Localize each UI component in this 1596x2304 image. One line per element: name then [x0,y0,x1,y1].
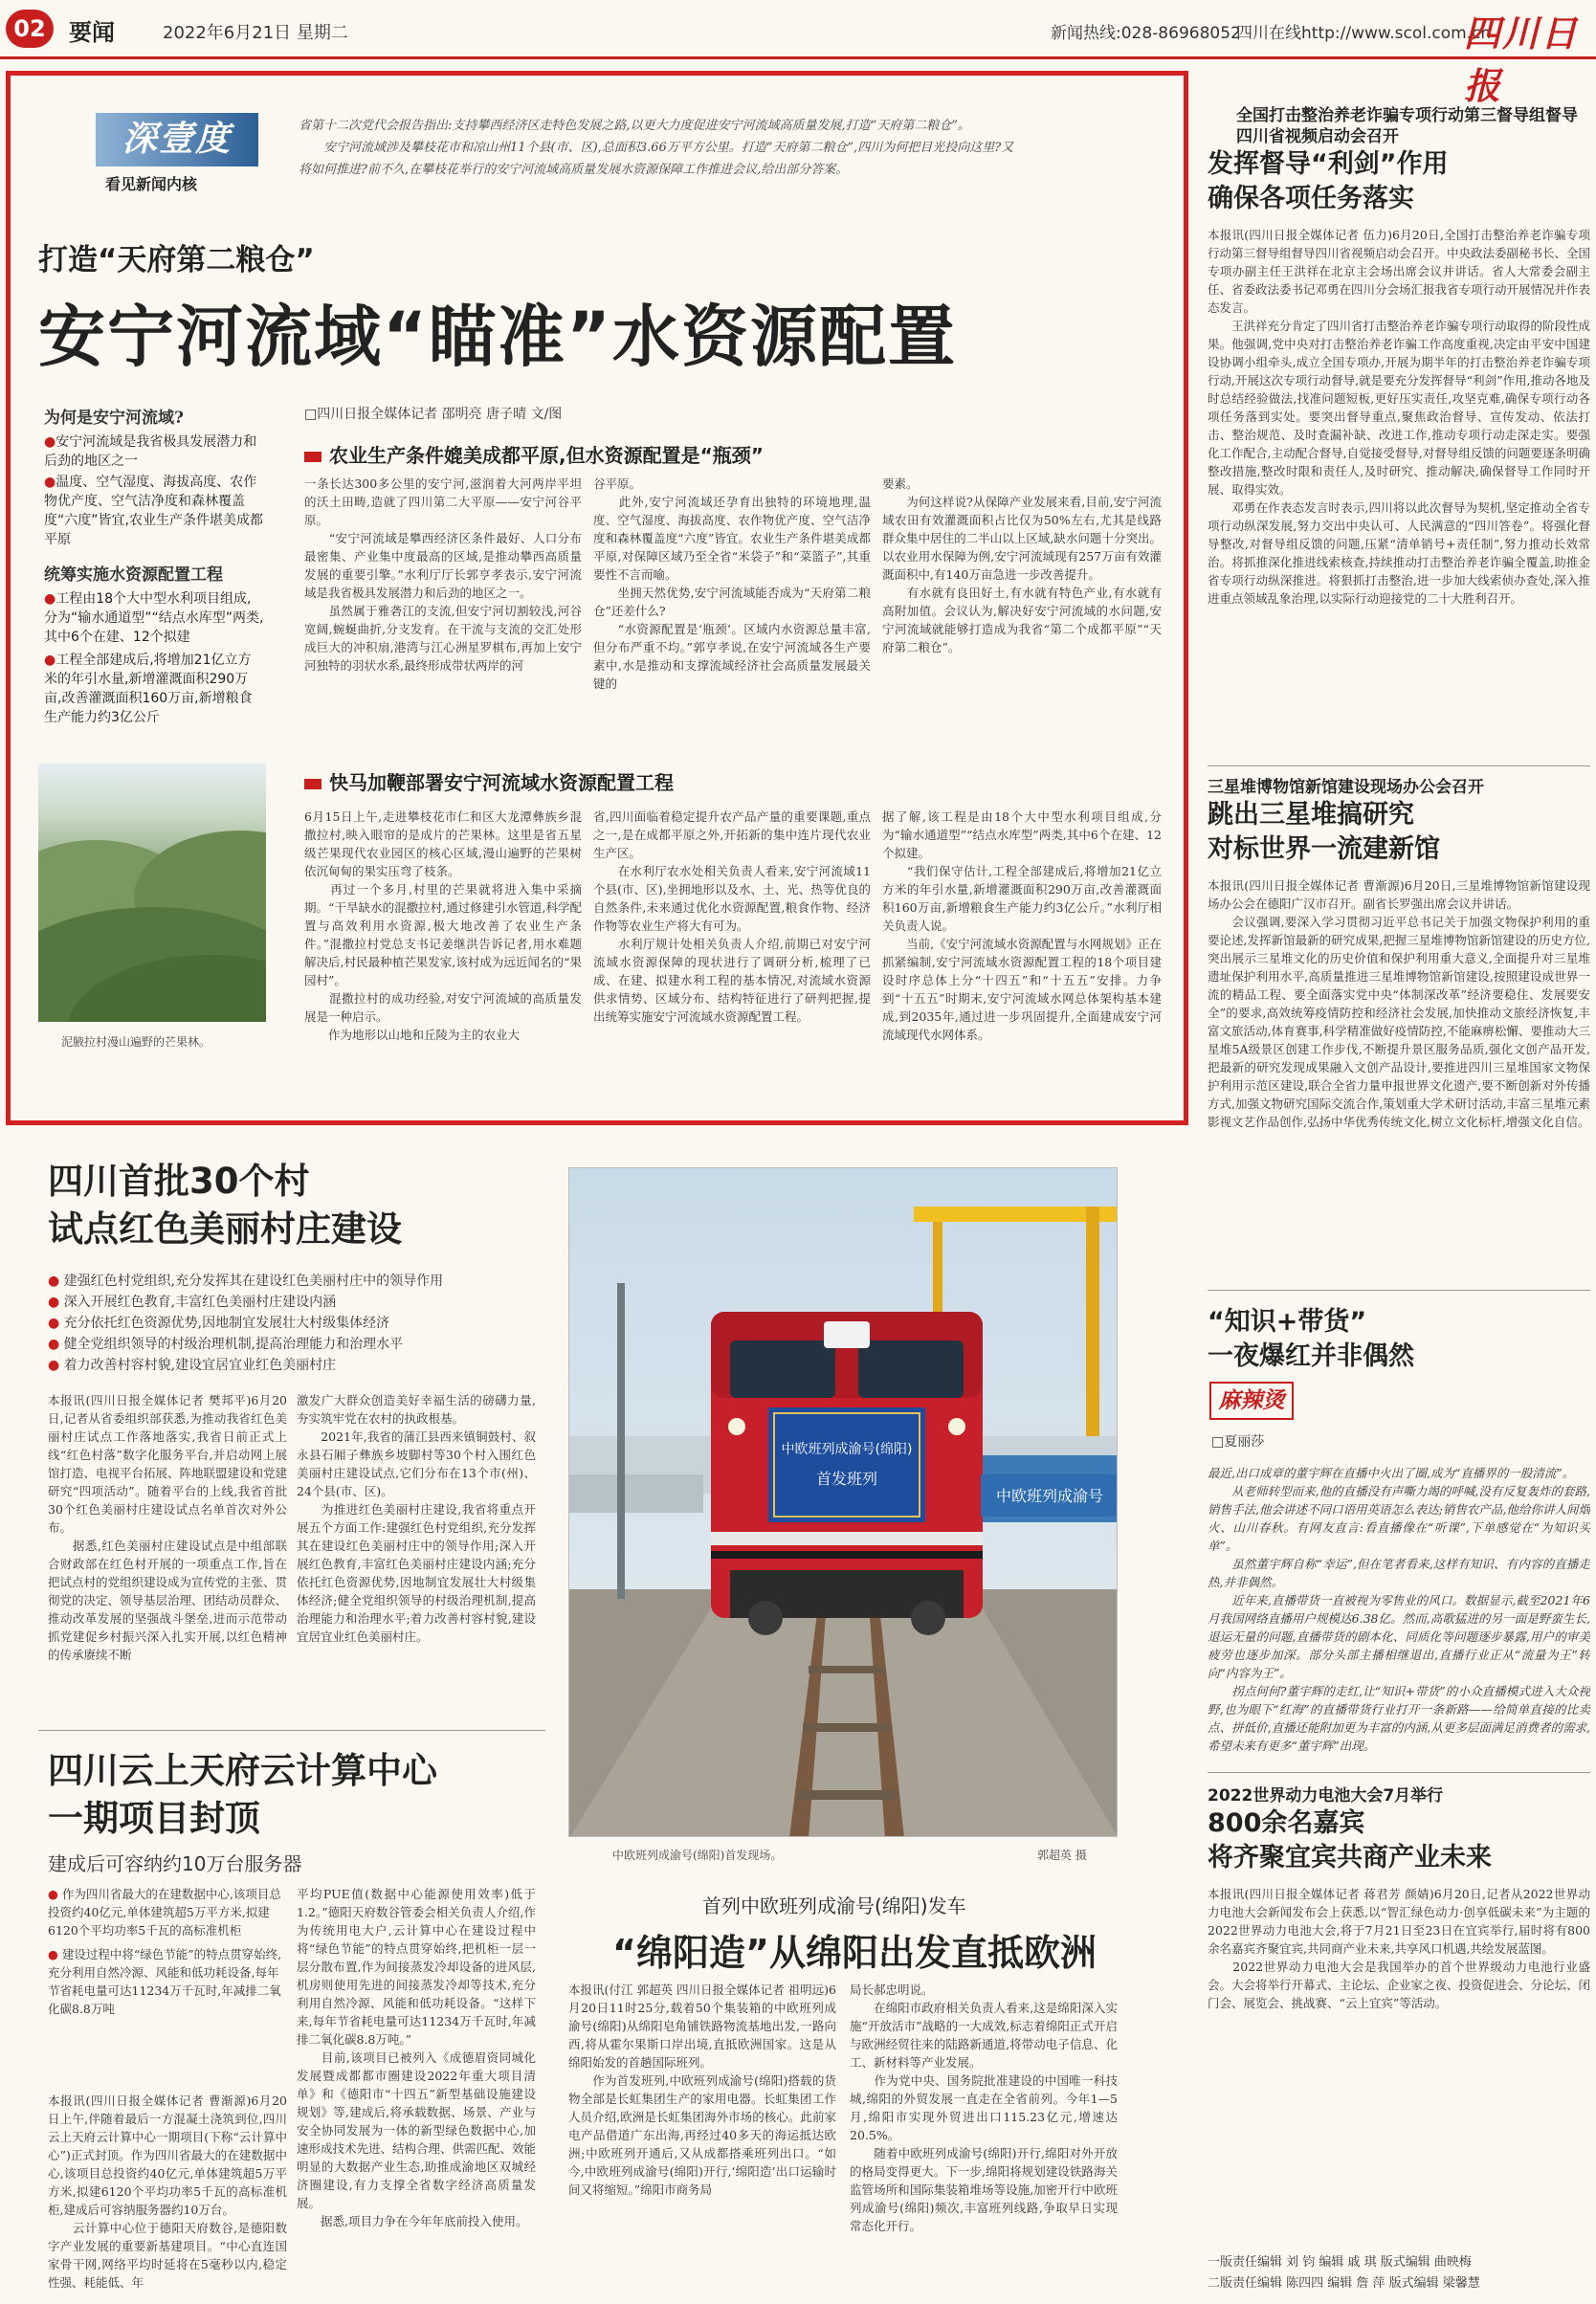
red-village-column-1: 本报讯(四川日报全媒体记者 樊邦平)6月20日,记者从省委组织部获悉,为推动我省红色美丽村庄试点工作落地落实,我省日前正式上线“红色村落”数字化服务平台,并启动网上展馆打造、电视平台拓展、阵地联盟建设和党建研究“四项活动”。随着平台的上线,我省首批30个红色美丽村庄建设试点名单首次对外公布。 据悉,红色美丽村庄建设试点是中组部联合财政部在红色村开展的一项重点工作,旨在把试点村的党组织建设成为宣传党的主张、贯彻党的决定、领导基层治理、团结动员群众、推动改革发展的坚强战斗堡垒,进而示范带动抓党建促乡村振兴深入扎实开展,以红色精神的传承赓续不断 [48,1393,287,1662]
red-village-bullets [48,1271,545,1376]
feature-kicker: 打造“天府第二粮仓” [38,243,315,277]
section-divider [38,1730,545,1731]
sidebar-reason: ●温度、空气湿度、海拔高度、农作物优产度、空气洁净度和森林覆盖度“六度”皆宜,农业生产条件堪美成都平原 [44,475,263,547]
section1-column-1: 一条长达300多公里的安宁河,滋润着大河两岸平坦的沃土田畴,造就了四川第二大平原——安宁河谷平原。 “安宁河流域是攀西经济区条件最好、人口分布最密集、产业集中度最高的区域,是推动攀西高质量发展的重要引擎。”水利厅厅长郭亨孝表示,安宁河流域是我省极具发展潜力和后劲的地区之一。 虽然属于雅砻江的支流,但安宁河切割较浅,河谷宽阔,蜿蜒曲折,分支发育。在干流与支流的交汇处形成巨大的冲积扇,港湾与江心洲星罗棋布,再加上安宁河独特的羽状水系,最终形成带状两岸的河 [304,476,582,673]
train-banner-line-2: 首发班列 [815,1470,878,1488]
article-cloud-headline: 四川云上天府云计算中心 一期项目封顶 [48,1750,437,1839]
article-commentary [1208,1305,1590,1374]
train-photo-credit: 郭超英 摄 [1037,1849,1087,1862]
article-red-village-headline: 四川首批30个村 试点红色美丽村庄建设 [48,1161,402,1250]
website-link[interactable]: 四川在线http://www.scol.com.cn [1236,24,1492,43]
commentary-column-tag: 麻辣烫 [1209,1382,1294,1420]
sidebar-reason: ●安宁河流域是我省极具发展潜力和后劲的地区之一 [44,434,257,469]
bullet-item: ● 深入开展红色教育,丰富红色美丽村庄建设内涵 [48,1295,337,1310]
train-illustration [569,1168,1118,1837]
newspaper-logo: 四川日报 [1464,11,1580,107]
mango-orchard-photo [38,764,266,1022]
sidebar-plan [44,589,264,731]
bullet-icon: ● [44,434,56,450]
bullet-icon: ● [44,591,56,607]
train-column-1: 本报讯(付江 郭超英 四川日报全媒体记者 祖明远)6月20日11时25分,载着50个集装箱的中欧班列成渝号(绵阳)从绵阳皂角铺铁路物流基地出发,一路向西,将从霍尔果斯口岸出境,直抵欧洲国家。这是从绵阳始发的首趟国际班列。 作为首发班列,中欧班列成渝号(绵阳)搭载的货物全部是长虹集团生产的家用电器。长虹集团工作人员介绍,欧洲是长虹集团海外市场的核心。此前家电产品借道广东出海,再经过40多天的海运抵达欧洲;中欧班列开通后,又从成都搭乘班列出口。“如今,中欧班列成渝号(绵阳)开行,‘绵阳造’出口运输时间又将缩短。”绵阳市商务局 [568,1983,836,2197]
section-name: 要闻 [69,19,115,46]
issue-date: 2022年6月21日 星期二 [163,23,348,43]
sidebar-plan-title: 统筹实施水资源配置工程 [44,565,223,585]
article-kicker: 2022世界动力电池大会7月举行 [1208,1786,1444,1806]
article-kicker: 全国打击整治养老诈骗专项行动第三督导组督导四川省视频启动会召开 [1236,106,1578,146]
bullet-icon: ● [48,1358,64,1373]
train-headline: “绵阳造”从绵阳出发直抵欧洲 [612,1932,1097,1974]
train-banner-line-1: 中欧班列成渝号(绵阳) [781,1442,913,1457]
column-divider [1208,1772,1590,1773]
bullet-item: ● 充分依托红色资源优势,因地制宜发展壮大村级集体经济 [48,1316,390,1331]
cloud-column-1: 本报讯(四川日报全媒体记者 曹渐源)6月20日上午,伴随着最后一方混凝土浇筑到位,四川云上天府云计算中心一期项目(下称“云计算中心”)正式封顶。作为四川省最大的在建数据中心,该项目总投资约40亿元,单体建筑超5万平方米,拟建6120个平均功率5千瓦的高标准机柜,建成后可容纳服务器约10万台。 云计算中心位于德阳天府数谷,是德阳数字产业发展的重要新基建项目。“中心直连国家骨干网,网络平均时延将在5毫秒以内,稳定性强、耗能低、年 [48,2094,287,2290]
bullet-item: ● 建强红色村党组织,充分发挥其在建设红色美丽村庄中的领导作用 [48,1274,444,1289]
column-divider [1208,765,1590,766]
news-hotline: 新闻热线:028-86968052 [1051,24,1241,43]
article-elder-fraud [1208,105,1590,757]
column-brand-sub: 看见新闻内核 [105,175,198,193]
commentary-body: 最近,出口成章的董宇辉在直播中火出了圈,成为“直播界的一股清流”。 从老师转型而来,他的直播没有声嘶力竭的呼喊,没有反复轰炸的套路,销售手法,他会讲述不同口语用英语怎么表达;销售农产品,他给你讲人间烟火、山川春秋。有网友直言:看直播像在“听课”,下单感觉在“为知识买单”。 虽然董宇辉自称“幸运”,但在笔者看来,这样有知识、有内容的直播走热,并非偶然。 近年来,直播带货一直被视为零售业的风口。数据显示,截至2021年6月我国网络直播用户规模达6.38亿。然而,高歌猛进的另一面是野蛮生长,退运无量的问题,直播带货的剧本化、同质化等问题逐步暴露,用户的审美疲劳也逐步加深。部分头部主播相继退出,直播行业正从“流量为王”转向“内容为王”。 拐点何何?董宇辉的走红,让“知识+带货”的小众直播模式进入大众视野,也为眼下“红海”的直播带货行业打开一条新路——给简单直接的比卖点、拼低价,直播还能附加更为丰富的内涵,从更多层面满足消费者的需求,希望未来有更多“董宇辉”出现。 [1208,1466,1590,1753]
bullet-icon: ● [48,1316,64,1331]
feature-intro-2: 安宁河流域涉及攀枝花市和凉山州11个县(市、区),总面积3.66万平方公里。打造“天府第二粮仓”,四川为何把目光投向这里?又将如何推进?前不久,在攀枝花举行的安宁河流域高质量发展水资源保障工作推进会议,给出部分答案。 [299,141,1014,177]
article-battery-conference [1208,1785,1590,2210]
page-number: 02 [6,10,54,48]
train-kicker: 首列中欧班列成渝号(绵阳)发车 [702,1894,966,1917]
subhead-marker-icon [304,452,321,462]
section1-column-2: 谷平原。 此外,安宁河流域还孕育出独特的环境地理,温度、空气湿度、海拔高度、农作物优产度、空气洁净度和森林覆盖度“六度”皆宜。农业生产条件堪美成都平原,对保障区域乃至全省“米袋子”和“菜篮子”,其重要性不言而喻。 坐拥天然优势,安宁河流域能否成为“天府第二粮仓”还差什么? “水资源配置是‘瓶颈’。区域内水资源总量丰富,但分布严重不均。”郭亨孝说,在安宁河流域各生产要素中,水是推动和支撑流域经济社会高质量发展最关键的 [593,476,871,691]
masthead [0,0,1596,107]
section2-column-3: 据了解,该工程是由18个大中型水利项目组成,分为“输水通道型”“结点水库型”两类,其中6个在建、12个拟建。 “我们保守估计,工程全部建成后,将增加21亿立方米的年引水量,新增灌溉面积290万亩,改善灌溉面积160万亩,新增粮食生产能力约3亿公斤。”水利厅相关负责人说。 当前,《安宁河流域水资源配置与水网规划》正在抓紧编制,安宁河流域水资源配置工程的18个项目建设时序总体上分“十四五”和“十五五”安排。力争到“十五五”时期末,安宁河流域水网总体架构基本建成,到2035年,通过进一步巩固提升,全面建成安宁河流域现代水网体系。 [882,809,1162,1042]
article-cloud-subtitle: 建成后可容纳约10万台服务器 [48,1852,302,1875]
sidebar-plan-item: ●工程全部建成后,将增加21亿立方米的年引水量,新增灌溉面积290万亩,改善灌溉面积160万亩,新增粮食生产能力约3亿公斤 [44,653,253,725]
article-kicker: 三星堆博物馆新馆建设现场办公会召开 [1208,778,1484,797]
feature-headline: 安宁河流域“瞄准”水资源配置 [38,298,958,376]
subhead-marker-icon [304,779,321,789]
bullet-icon: ● [48,1887,62,1901]
feature-subhead-1: 农业生产条件媲美成都平原,但水资源配置是“瓶颈” [304,440,764,468]
section2-column-1: 6月15日上午,走进攀枝花市仁和区大龙潭彝族乡混撒拉村,映入眼帘的是成片的芒果林。这里是省五星级芒果现代农业园区的核心区域,漫山遍野的芒果树依沉甸甸的果实压弯了枝条。 再过一个多月,村里的芒果就将进入集中采摘期。“干旱缺水的混撒拉村,通过修建引水管道,科学配置与高效利用水资源,极大地改善了农业生产条件。”混撒拉村党总支书记姜继洪告诉记者,用水难题解决后,村民最种植芒果发家,该村成为远近闻名的“果园村”。 混撒拉村的成功经验,对安宁河流域的高质量发展是一种启示。 作为地形以山地和丘陵为主的农业大 [304,809,582,1042]
commentary-body-lead [1305,1382,1590,1462]
article-headline: “知识+带货” 一夜爆红并非偶然 [1208,1307,1414,1371]
article-sanxingdui [1208,777,1590,1250]
feature-intro-1: 省第十二次党代会报告指出:支持攀西经济区走特色发展之路,以更大力度促进安宁河流域高质量发展,打造“天府第二粮仓”。 [299,119,970,133]
commentary-author: □夏丽莎 [1211,1434,1265,1450]
editors-line-2: 二版责任编辑 陈四四 编辑 詹 萍 版式编辑 梁馨慧 [1208,2276,1480,2291]
editors-line-1: 一版责任编辑 刘 钧 编辑 戚 琪 版式编辑 曲映梅 [1208,2255,1472,2270]
bullet-icon: ● [48,1337,64,1352]
red-village-column-2: 激发广大群众创造美好幸福生活的磅礴力量,夯实筑牢党在农村的执政根基。 2021年,我省的蒲江县西来镇铜鼓村、叙永县石厢子彝族乡坡脚村等30个村入围红色美丽村庄建设试点,它们分布在13个市(州)、24个县(市、区)。 为推进红色美丽村庄建设,我省将重点开展五个方面工作:建强红色村党组织,充分发挥其在建设红色美丽村庄中的领导作用;深入开展红色教育,丰富红色美丽村庄建设内涵;充分依托红色资源优势,因地制宜发展壮大村级集体经济;健全党组织领导的村级治理机制,提高治理能力和治理水平;着力改善村容村貌,建设宜居宜业红色美丽村庄。 [297,1393,536,1644]
feature-subhead-2: 快马加鞭部署安宁河流域水资源配置工程 [304,767,674,795]
bullet-icon: ● [44,653,56,668]
article-headline: 800余名嘉宾 将齐聚宜宾共商产业未来 [1208,1808,1492,1872]
station-sign: 中欧班列成渝号 [995,1487,1104,1505]
train-column-2: 局长郝忠明说。 在绵阳市政府相关负责人看来,这是绵阳深入实施“开放活市”战略的一大成效,标志着绵阳正式开启与欧洲经贸往来的陆路新通道,将带动电子信息、化工、新材料等产业发展。 作为党中央、国务院批准建设的中国唯一科技城,绵阳的外贸发展一直走在全省前列。今年1—5月,绵阳市实现外贸进出口115.23亿元,增速达20.5%。 随着中欧班列成渝号(绵阳)开行,绵阳对外开放的格局变得更大。下一步,绵阳将规划建设铁路海关监管场所和国际集装箱堆场等设施,加密开行中欧班列成渝号(绵阳)频次,丰富班列线路,争取早日实现常态化开行。 [850,1983,1118,2233]
section2-column-2: 省,四川面临着稳定提升农产品产量的重要课题,重点之一,是在成都平原之外,开拓新的集中连片现代农业生产区。 在水利厅农水处相关负责人看来,安宁河流域11个县(市、区),坐拥地形以及水、土、光、热等优良的自然条件,未来通过优化水资源配置,粮食作物、经济作物等农业生产将大有可为。 水利厅规计处相关负责人介绍,前期已对安宁河流域水资源保障的现状进行了调研分析,梳理了已成、在建、拟建水利工程的基本情况,对流域水资源供求情势、区域分布、结构特征进行了研判把握,提出统筹实施安宁河流域水资源配置工程。 [593,809,871,1024]
bullet-item: ● 健全党组织领导的村级治理机制,提高治理能力和治理水平 [48,1337,404,1352]
bullet-item: ● 着力改善村容村貌,建设宜居宜业红色美丽村庄 [48,1358,337,1373]
feature-intro [299,115,1026,181]
bullet-icon: ● [48,1947,62,1961]
sidebar-reasons [44,432,264,551]
cloud-column-2: 平均PUE值(数据中心能源使用效率)低于1.2。”德阳天府数谷管委会相关负责人介绍,作为传统用电大户,云计算中心在建设过程中将“绿色节能”的特点贯穿始终,把机柜一层一层分散布置,作为间接蒸发冷却设备的进风层,机房则使用先进的间接蒸发冷却等技术,充分利用自然冷源、风能和低功耗设备。“这样下来,每年节省耗电量可达11234万千瓦时,年减排二氧化碳8.8万吨。” 目前,该项目已被列入《成德眉资同城化发展暨成都都市圈建设2022年重大项目清单》和《德阳市“十四五”新型基础设施建设规划》等,建成后,将承载数据、场景、产业与安全协同发展为一体的新型绿色数据中心,加速形成技术先进、结构合理、供需匹配、效能明显的大数据产业生态,助推成渝地区双城经济圈建设,有力支撑全省数字经济高质量发展。 据悉,项目力争在今年年底前投入使用。 [297,1887,536,2228]
column-brand: 深壹度 [96,113,258,166]
article-body: 本报讯(四川日报全媒体记者 曹渐源)6月20日,三星堆博物馆新馆建设现场办公会在德阳广汉市召开。副省长罗强出席会议并讲话。 会议强调,要深入学习贯彻习近平总书记关于加强文物保护利用的重要论述,发挥新馆最新的研究成果,把握三星堆博物馆新馆建设的历史方位,突出展示三星堆文化的历史价值和保护利用重大意义,全面提升对三星堆遗址保护利用水平,高质量推进三星堆博物馆新馆建设,按照建设成世界一流的精品工程、要全面落实党中央“体制深改革”经济要稳住、发展要安全”的要求,高效统筹疫情防控和经济社会发展,加快推动文旅经济恢复,丰富文旅活动,体育赛事,科学精准做好疫情防控,不能麻痹松懈、要推动大三星堆5A级景区创建工作步伐,不断提升景区服务品质,强化文创产品开发,把最新的研究发现成果融入文创产品设计,要推进四川三星堆国家文物保护利用示范区建设,联合全省力量申报世界文化遗产,要不断创新对外传播方式,加强文物研究国际交流合作,策划重大学术研讨活动,丰富三星堆元素影视文艺作品创作,弘扬中华优秀传统文化,树立文化标杆,增强文化自信。 [1208,878,1590,1129]
bullet-item: ● 作为四川省最大的在建数据中心,该项目总投资约40亿元,单体建筑超5万平方米,拟建6120个平均功率5千瓦的高标准机柜 [48,1887,281,1938]
bullet-icon: ● [48,1295,64,1310]
bullet-icon: ● [44,475,56,490]
article-headline: 发挥督导“利剑”作用 确保各项任务落实 [1208,149,1449,213]
photo-caption: 泥腋拉村漫山遍野的芒果林。 [61,1035,211,1049]
bullet-icon: ● [48,1274,64,1289]
page-editors [1208,2252,1590,2294]
article-body: 本报讯(四川日报全媒体记者 伍力)6月20日,全国打击整治养老诈骗专项行动第三督导组督导四川省视频启动会召开。中央政法委副秘书长、全国专项办副主任王洪祥在北京主会场出席会议并讲话。省人大常委会副主任、省委政法委书记邓勇在四川分会场汇报我省专项行动开展情况并作表态发言。 王洪祥充分肯定了四川省打击整治养老诈骗专项行动取得的阶段性成果。他强调,党中央对打击整治养老诈骗工作高度重视,决定由平安中国建设协调小组牵头,成立全国专项办,开展为期半年的打击整治养老诈骗专项行动,开展这次专项行动督导,就是要充分发挥督导“利剑”作用,推动各地及时总结经验做法,找准问题短板,更好压实责任,攻坚克难,确保专项行动各项任务落到实处。要突出督导重点,聚焦政治督导、宣传发动、依法打击、整治规范、及时查漏补缺、改进工作,推动专项行动走深走实。要强化工作配合,主动配合督导,自觉接受督导,对督导组反馈的问题要逐条明确整改措施,整改时限和责任人,及时研究、推动解决,确保督导工作同时开展、取得实效。 邓勇在作表态发言时表示,四川将以此次督导为契机,坚定推动全省专项行动纵深发展,努力交出中央认可、人民满意的“四川答卷”。将强化督导整改,对督导组反馈的问题,压紧“清单销号+责任制”,努力推动长效常治。将抓推深化推进线索核查,持续推动打击整治养老诈骗全覆盖,助推金省专项行动纵深推进。将狠抓打击整治,进一步加大线索侦办查处,深入推进重点领域乱象治理,以实际行动迎接党的二十大胜利召开。 [1208,228,1590,606]
column-divider [1208,1290,1590,1291]
bullet-item: ● 建设过程中将“绿色节能”的特点贯穿始终,充分利用自然冷源、风能和低功耗设备,每年节省耗电量可达11234万千瓦时,年减排二氧化碳8.8万吨 [48,1947,282,2016]
sidebar-question: 为何是安宁河流域? [44,409,184,428]
sidebar-plan-item: ●工程由18个大中型水利项目组成,分为“输水通道型”“结点水库型”两类,其中6个在建、12个拟建 [44,591,264,645]
cloud-bullets [48,1885,287,2018]
article-headline: 跳出三星堆搞研究 对标世界一流建新馆 [1208,800,1440,864]
china-europe-train-photo [568,1167,1118,1837]
article-body: 本报讯(四川日报全媒体记者 蒋君芳 颜婧)6月20日,记者从2022世界动力电池大会新闻发布会上获悉,以“智汇绿色动力·创享低碳未来”为主题的2022世界动力电池大会,将于7月21日至23日在宜宾举行,届时将有800余名嘉宾齐聚宜宾,共同商产业未来,共享风口机遇,共绘发展蓝图。 2022世界动力电池大会是我国举办的首个世界级动力电池行业盛会。大会将举行开幕式、主论坛、企业家之夜、投资促进会、分论坛、闭门会、展览会、挑战赛、“云上宜宾”等活动。 [1208,1887,1590,2010]
feature-byline: □四川日报全媒体记者 邵明亮 唐子晴 文/图 [304,407,563,422]
train-photo-caption: 中欧班列成渝号(绵阳)首发现场。 [612,1849,783,1862]
section1-column-3: 要素。 为何这样说?从保障产业发展来看,目前,安宁河流域农田有效灌溉面积占比仅为50%左右,尤其是线路群众集中居住的二半山以上区域,缺水问题十分突出。以农业用水保障为例,安宁河流域现有257万亩有效灌溉面积中,有140万亩急进一步改善提升。 有水就有良田好土,有水就有特色产业,有水就有高附加值。会议认为,解决好安宁河流域的水问题,安宁河流域就能够打造成为我省“第二个成都平原”“天府第二粮仓”。 [882,476,1162,654]
